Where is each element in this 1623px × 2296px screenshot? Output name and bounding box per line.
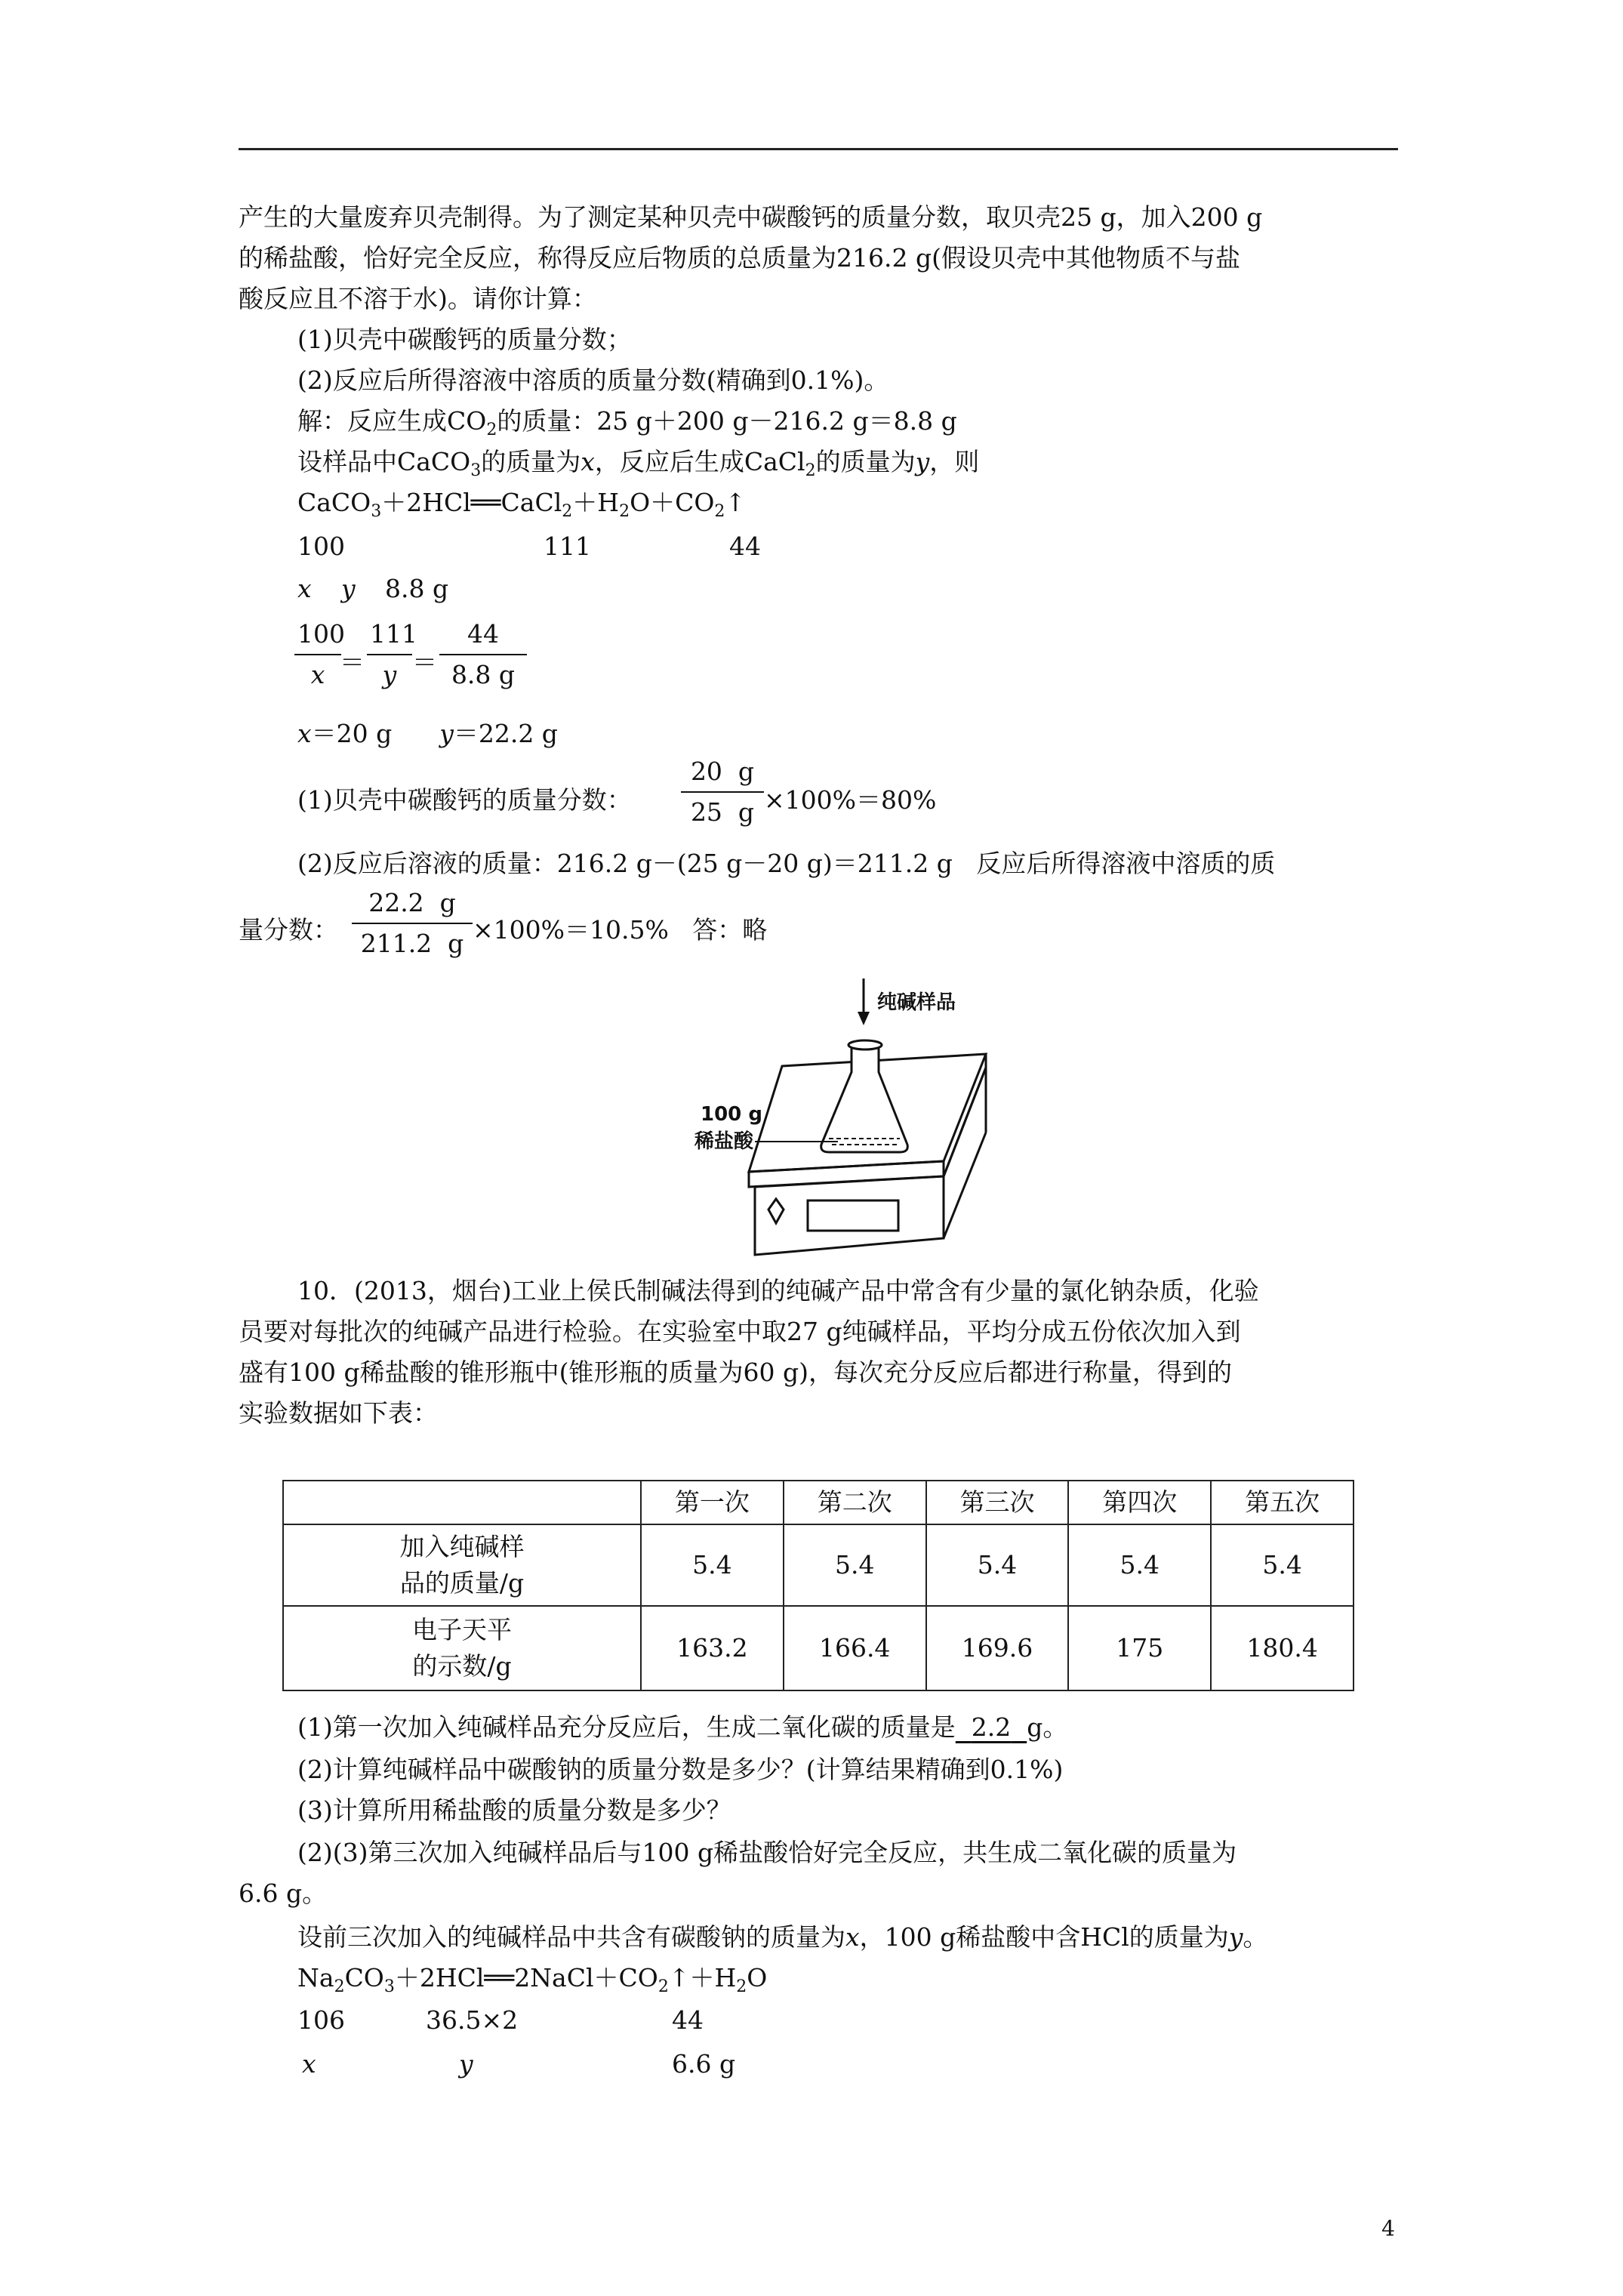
- known-mass: 8.8 g: [385, 574, 449, 603]
- problem-line-3: 酸反应且不溶于水)。请你计算：: [239, 284, 597, 313]
- chemical-equation-1: $CaCO_3+2HCl══CaCl_2+H_2O+CO_2↑$: [297, 488, 747, 521]
- variable-y: y: [459, 2049, 473, 2079]
- molar-mass-3: 44: [729, 532, 761, 561]
- problem-10-line-2: 员要对每批次的纯碱产品进行检验。在实验室中取27 g纯碱样品，平均分成五份依次加入到: [239, 1317, 1241, 1346]
- table-cell: 180.4: [1211, 1606, 1354, 1690]
- fraction-100-x: $\frac{100}{x}$: [294, 619, 341, 690]
- question-2: (2)反应后所得溶液中溶质的质量分数(精确到0.1%)。: [297, 365, 889, 395]
- table-cell: 169.6: [926, 1606, 1069, 1690]
- label-sample: 纯碱样品: [877, 991, 956, 1014]
- chemical-equation-2: $Na_2CO_3+2HCl══2NaCl+CO_2↑+H_2O$: [297, 1963, 768, 1996]
- table-cell: 163.2: [641, 1606, 784, 1690]
- equals-sign-1: ＝: [340, 648, 365, 677]
- arrow-head: [858, 1012, 870, 1025]
- table-header-cell: 第一次: [641, 1481, 784, 1524]
- result-values: x＝20 g y＝22.2 g: [297, 719, 558, 748]
- q10-answer-blank: 2.2: [971, 1712, 1012, 1742]
- erlenmeyer-flask: [821, 1040, 908, 1152]
- answer-1-result: ×100%＝80%: [764, 785, 937, 815]
- solution-co2-mass: 解：反应生成$CO_2$的质量：25 g＋200 g－216.2 g＝8.8 g: [297, 406, 957, 439]
- table-header-cell: 第五次: [1211, 1481, 1354, 1524]
- fraction-20g-25g: $\frac{20 g}{25 g}$: [681, 757, 764, 827]
- table-row: [283, 1524, 1354, 1606]
- table-cell: 5.4: [641, 1524, 784, 1606]
- table-row: [283, 1606, 1354, 1690]
- table-cell: 5.4: [1068, 1524, 1211, 1606]
- table-header-row: [283, 1481, 1354, 1524]
- fraction-44-8.8g: $\frac{44}{8.8 g}$: [439, 619, 527, 690]
- q10-question-2: (2)计算纯碱样品中碳酸钠的质量分数是多少？(计算结果精确到0.1%): [297, 1755, 1064, 1784]
- problem-10-line-3: 盛有100 g稀盐酸的锥形瓶中(锥形瓶的质量为60 g)，每次充分反应后都进行称量，得到的: [239, 1358, 1232, 1387]
- q10-question-1: (1)第一次加入纯碱样品充分反应后，生成二氧化碳的质量是 2.2 g。: [297, 1712, 1068, 1742]
- fraction-22.2g-211.2g: $\frac{22.2 g}{211.2 g}$: [352, 888, 473, 959]
- solution-setup: 设样品中CaCO$_3$的质量为x，反应后生成CaCl$_2$的质量为y，则: [297, 447, 980, 480]
- table-header-cell: [283, 1481, 641, 1524]
- experiment-data-table: [282, 1480, 1354, 1691]
- q10-solution-setup: 设前三次加入的纯碱样品中共含有碳酸钠的质量为x，100 g稀盐酸中含HCl的质量为y。: [297, 1922, 1268, 1952]
- table-cell: 5.4: [1211, 1524, 1354, 1606]
- answer-2-result: ×100%＝10.5% 答：略: [473, 915, 768, 945]
- problem-10-line-4: 实验数据如下表：: [239, 1398, 438, 1428]
- table-cell: 166.4: [784, 1606, 926, 1690]
- variable-y: y: [341, 574, 356, 603]
- problem-line-1: 产生的大量废弃贝壳制得。为了测定某种贝壳中碳酸钙的质量分数，取贝壳25 g，加入200 g: [239, 202, 1263, 232]
- table-header-cell: 第三次: [926, 1481, 1069, 1524]
- label-acid-mass: 100 g: [701, 1103, 762, 1126]
- question-1: (1)贝壳中碳酸钙的质量分数；: [297, 325, 632, 354]
- table-header-cell: 第二次: [784, 1481, 926, 1524]
- answer-2-label: 量分数：: [239, 915, 338, 945]
- variable-x: x: [302, 2049, 316, 2079]
- table-cell: 5.4: [926, 1524, 1069, 1606]
- equals-sign-2: ＝: [412, 648, 437, 677]
- q10-question-3: (3)计算所用稀盐酸的质量分数是多少？: [297, 1795, 731, 1825]
- table-cell: 175: [1068, 1606, 1211, 1690]
- balance-flask-figure: [694, 974, 1012, 1261]
- q10-solution-line-2: 6.6 g。: [239, 1878, 328, 1908]
- q10-solution-line-1: (2)(3)第三次加入纯碱样品后与100 g稀盐酸恰好完全反应，共生成二氧化碳的质量为: [297, 1838, 1237, 1867]
- table-header-cell: 第四次: [1068, 1481, 1211, 1524]
- label-acid: 稀盐酸: [694, 1130, 754, 1153]
- molar-mass-na2co3: 106: [297, 2005, 345, 2035]
- row-label: 加入纯碱样 品的质量/g: [283, 1524, 641, 1606]
- header-rule: [239, 148, 1398, 150]
- answer-1-label: (1)贝壳中碳酸钙的质量分数：: [297, 785, 632, 815]
- fraction-111-y: $\frac{111}{y}$: [367, 619, 412, 690]
- row-label: 电子天平 的示数/g: [283, 1606, 641, 1690]
- molar-mass-co2: 44: [672, 2005, 704, 2035]
- problem-10-line-1: 10．(2013，烟台)工业上侯氏制碱法得到的纯碱产品中常含有少量的氯化钠杂质，化验: [297, 1276, 1259, 1305]
- variable-x: x: [297, 574, 312, 603]
- molar-mass-2: 111: [544, 532, 591, 561]
- known-co2-mass: 6.6 g: [672, 2049, 736, 2079]
- table-cell: 5.4: [784, 1524, 926, 1606]
- molar-mass-1: 100: [297, 532, 345, 561]
- problem-line-2: 的稀盐酸，恰好完全反应，称得反应后物质的总质量为216.2 g(假设贝壳中其他物质不与盐: [239, 243, 1240, 273]
- molar-mass-hcl: 36.5×2: [426, 2005, 519, 2035]
- answer-2-line: (2)反应后溶液的质量：216.2 g－(25 g－20 g)＝211.2 g 反应后所得溶液中溶质的质: [297, 849, 1276, 878]
- page-number: 4: [1381, 2216, 1395, 2241]
